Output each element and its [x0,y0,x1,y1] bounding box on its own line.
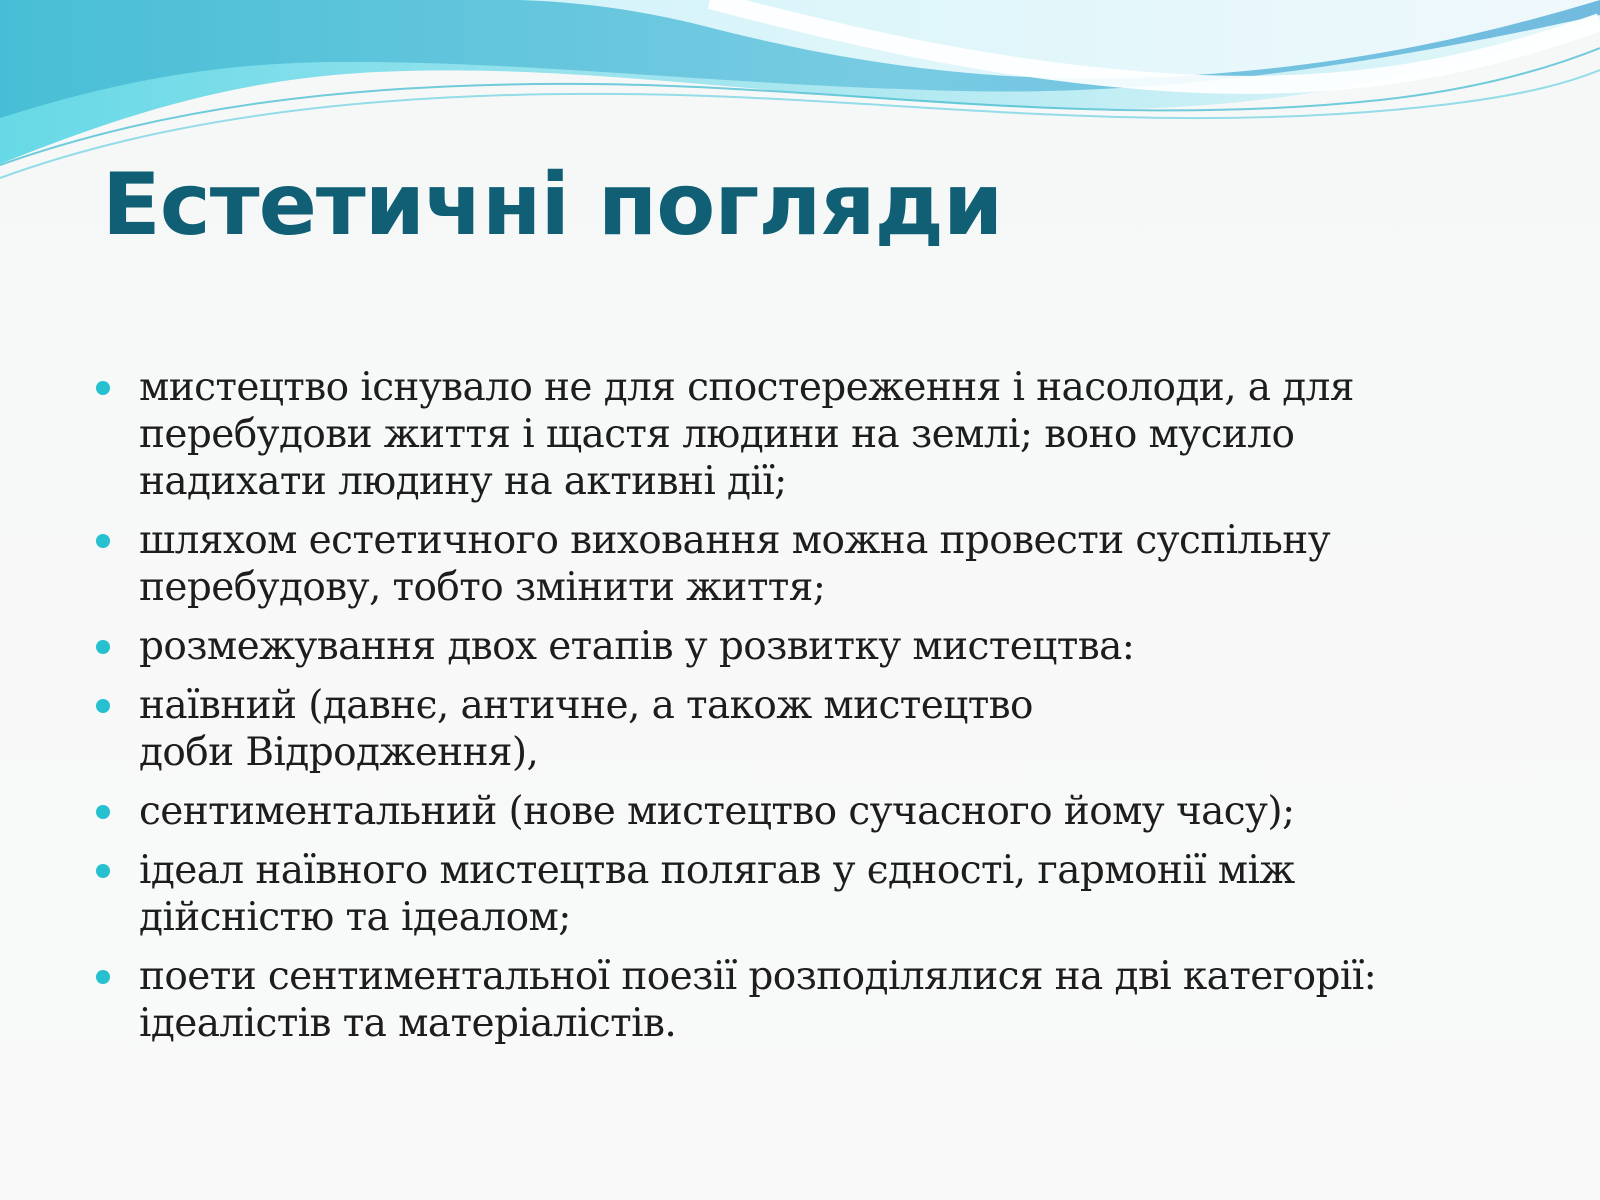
bullet-dot-icon [96,699,110,713]
list-item [92,623,1532,670]
slide-title: Естетичні погляди [102,155,1003,255]
bullet-dot-icon [96,864,110,878]
list-item [92,682,1532,776]
list-item [92,364,1532,505]
list-item [92,788,1532,835]
bullet-dot-icon [96,534,110,548]
list-item [92,847,1532,941]
list-item-text-line: мистецтво існувало не для спостереження і насолоди, а для [139,365,1354,410]
bullet-dot-icon [96,805,110,819]
list-item-text-line: перебудову, тобто змінити життя; [139,565,826,610]
bullet-dot-icon [96,970,110,984]
list-item [92,517,1532,611]
bullet-dot-icon [96,640,110,654]
list-item-text-line: розмежування двох етапів у розвитку мистецтва: [139,624,1135,669]
list-item-text-line: доби Відродження), [139,730,539,775]
list-item-text-line: поети сентиментальної поезії розподілялися на дві категорії: [139,954,1377,999]
list-item-text-line: наївний (давнє, античне, а також мистецтво [139,683,1033,728]
list-item-text-line: надихати людину на активні дії; [139,459,787,504]
list-item [92,953,1532,1047]
bullet-list [92,364,1532,1059]
list-item-text-line: ідеал наївного мистецтва полягав у єдності, гармонії між [139,848,1295,893]
list-item-text-line: ідеалістів та матеріалістів. [139,1001,677,1046]
list-item-text-line: сентиментальний (нове мистецтво сучасного йому часу); [139,789,1295,834]
list-item-text-line: перебудови життя і щастя людини на землі; воно мусило [139,412,1295,457]
list-item-text-line: дійсністю та ідеалом; [139,895,571,940]
bullet-dot-icon [96,381,110,395]
list-item-text-line: шляхом естетичного виховання можна провести суспільну [139,518,1331,563]
